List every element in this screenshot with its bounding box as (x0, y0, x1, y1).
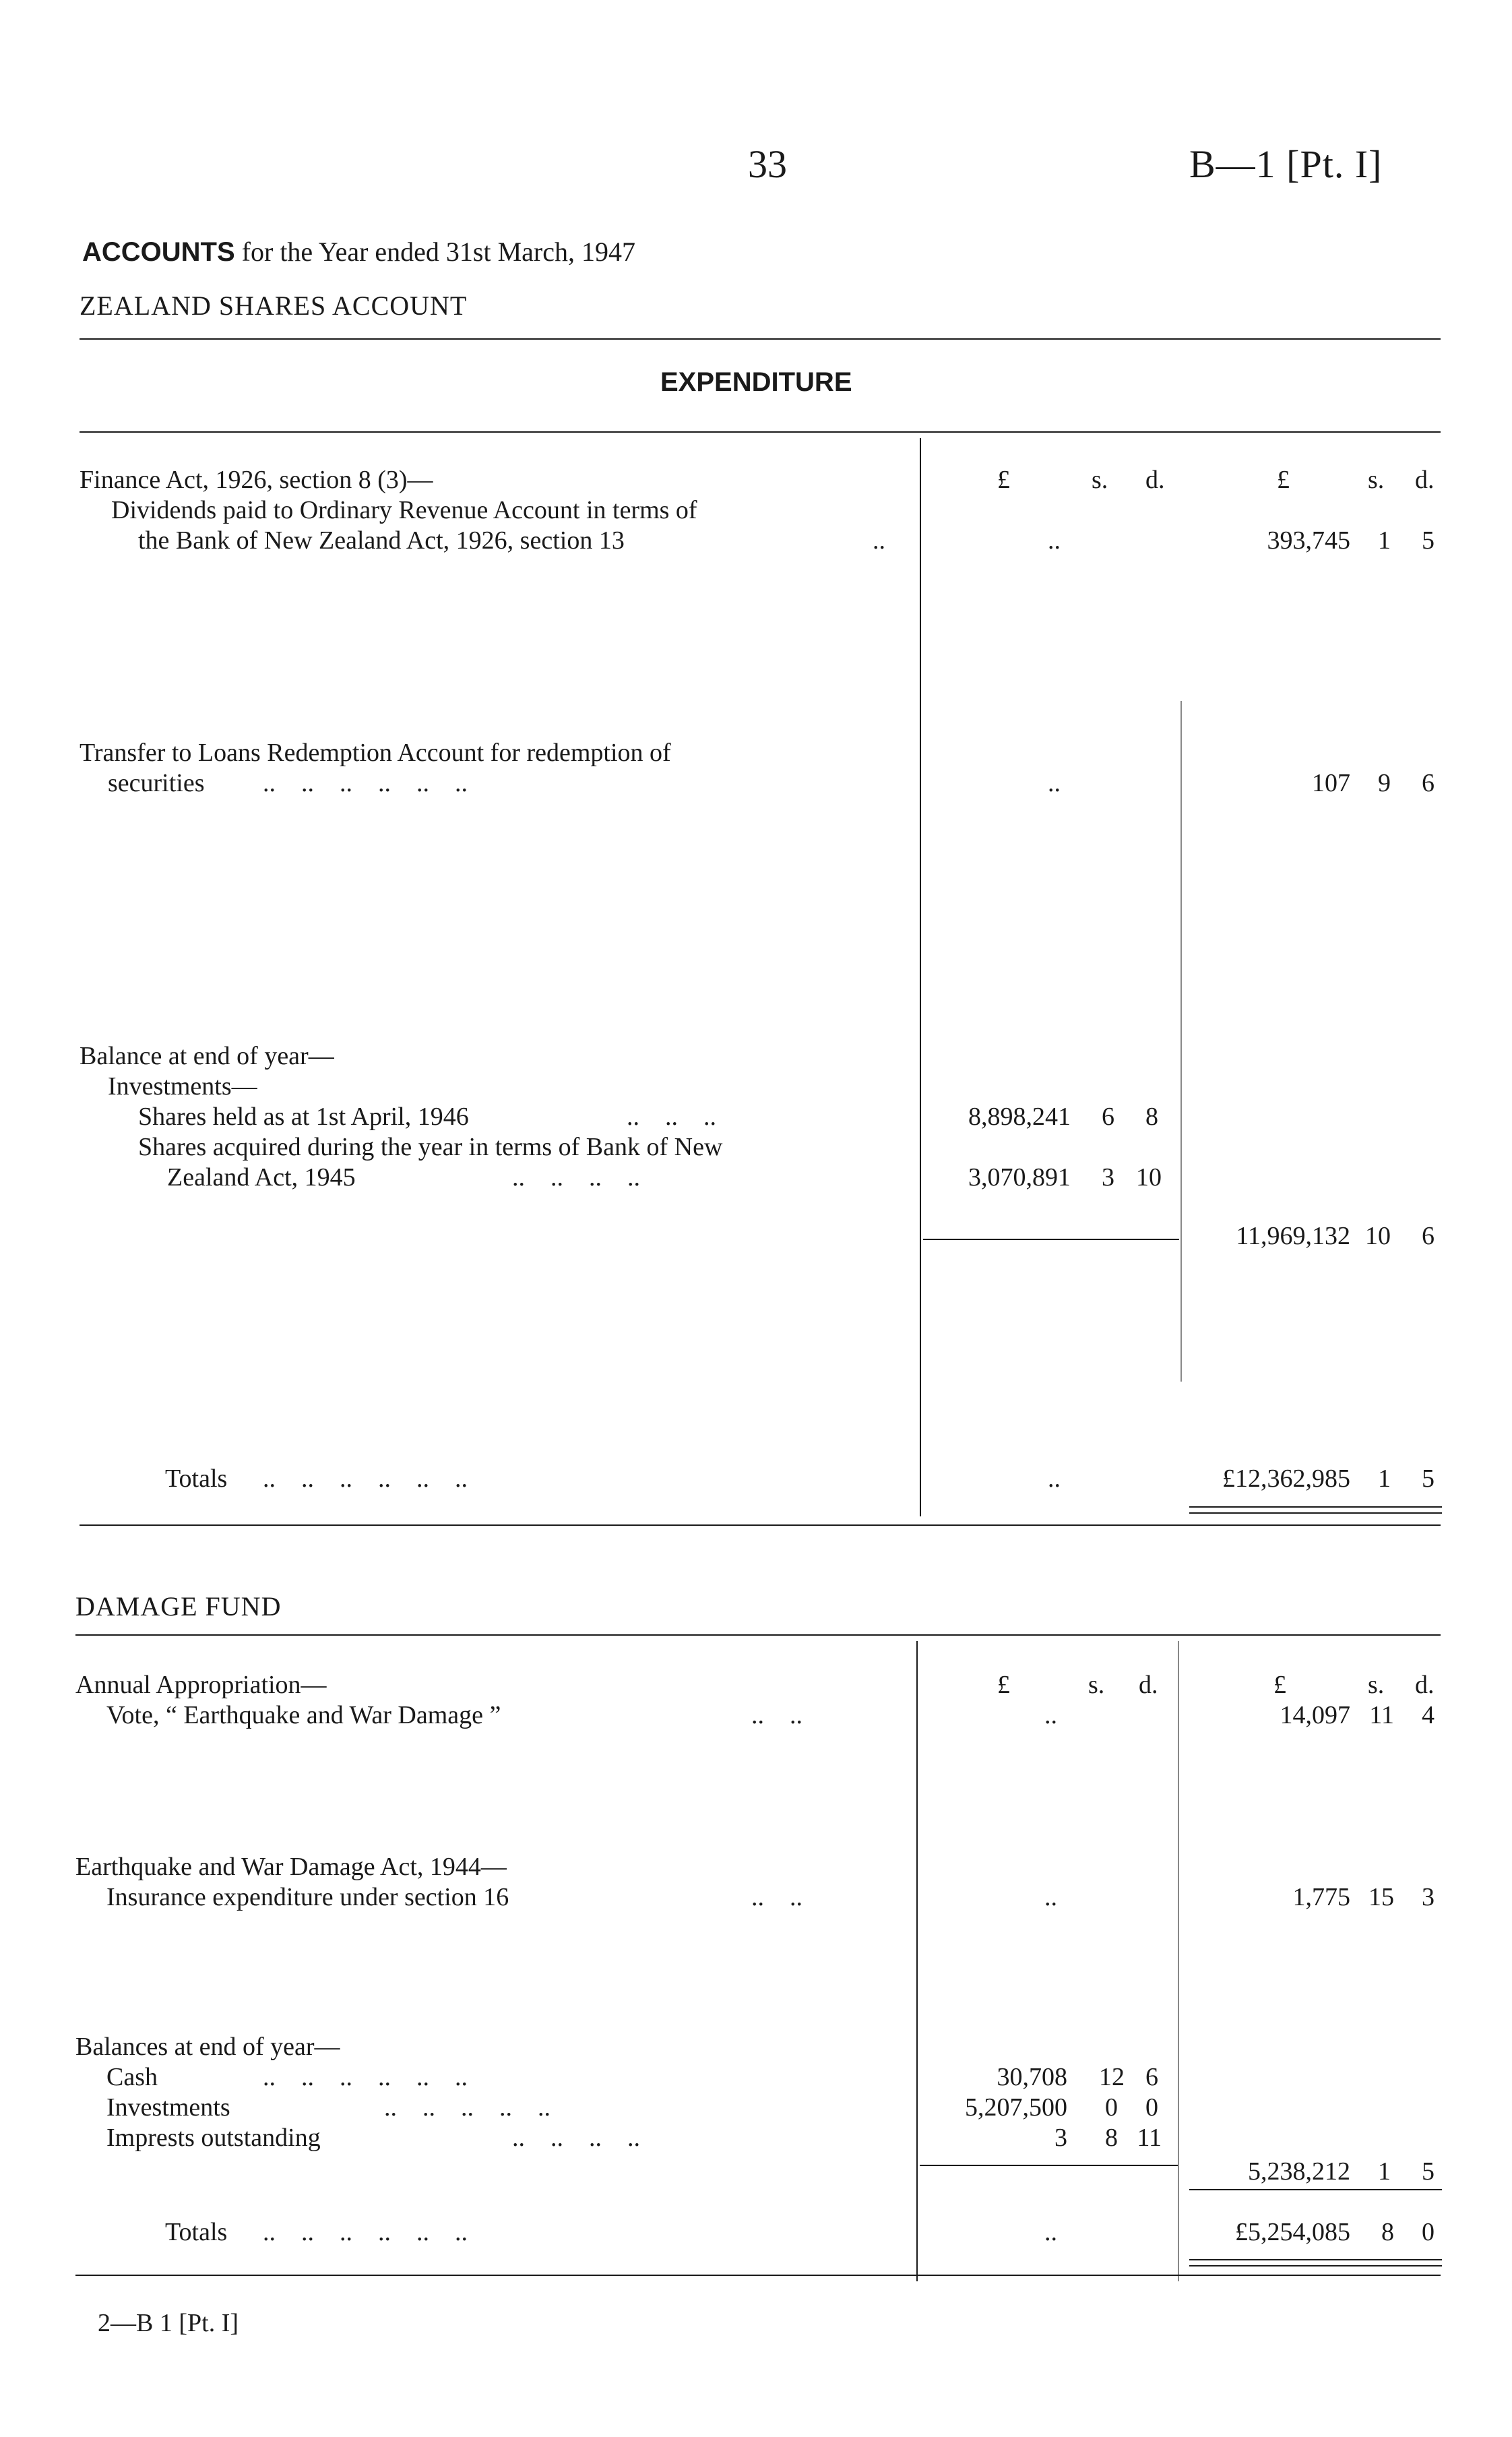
entry-transfer-pounds: 107 (1312, 769, 1350, 797)
df-bottom-rule (75, 2275, 1441, 2276)
shares-bottom-rule (80, 1524, 1441, 1526)
df-entry-eq-act-pence: 3 (1422, 1883, 1435, 1911)
entry-transfer-line2: securities (108, 769, 205, 797)
document-reference: B—1 [Pt. I] (1189, 142, 1383, 186)
entry-balance-sub1-label: Shares held as at 1st April, 1946 (138, 1103, 469, 1131)
df-entry-appropriation-pounds: 14,097 (1280, 1701, 1350, 1729)
damage-col-header-s-outer: s. (1368, 1671, 1385, 1699)
damage-fund-top-rule (75, 1634, 1441, 1636)
df-balances-imprests-dots: .. .. .. .. (512, 2124, 640, 2152)
entry-balance-sub1-pounds: 8,898,241 (968, 1103, 1071, 1131)
signature-reference: 2—B 1 [Pt. I] (98, 2309, 239, 2337)
shares-totals-shillings: 1 (1378, 1464, 1391, 1493)
entry-balance-sub1-pence: 8 (1145, 1103, 1158, 1131)
entry-finance-act-pounds: 393,745 (1267, 526, 1350, 555)
entry-finance-act-shillings: 1 (1378, 526, 1391, 555)
entry-transfer-inner-dots: .. (1048, 769, 1061, 797)
damage-column-separator-right (1178, 1641, 1179, 2281)
df-subtotal-rule (920, 2165, 1178, 2166)
entry-finance-act-inner-dots: .. (1048, 526, 1061, 555)
df-balances-imprests-label: Imprests outstanding (106, 2124, 321, 2152)
col-header-s-outer: s. (1368, 466, 1385, 494)
col-header-pound-outer: £ (1277, 466, 1290, 494)
column-separator-right (1180, 701, 1182, 1382)
entry-finance-act-pence: 5 (1422, 526, 1435, 555)
account-name: ZEALAND SHARES ACCOUNT (80, 290, 468, 321)
df-totals-label: Totals (165, 2218, 228, 2246)
df-totals-shillings: 8 (1381, 2218, 1394, 2246)
page-number: 33 (748, 142, 787, 186)
df-balances-total-pence: 5 (1422, 2157, 1435, 2186)
df-balances-cash-dots: .. .. .. .. .. .. (263, 2063, 468, 2091)
df-totals-pounds: £5,254,085 (1235, 2218, 1350, 2246)
entry-balance-total-pounds: 11,969,132 (1236, 1222, 1350, 1250)
entry-finance-act-dots: .. (873, 526, 885, 555)
shares-totals-inner-dots: .. (1048, 1464, 1061, 1493)
df-totals-double-rule-1 (1189, 2259, 1442, 2260)
df-entry-appropriation-dots: .. .. (751, 1701, 802, 1729)
df-entry-eq-act-line2: Insurance expenditure under section 16 (106, 1883, 509, 1911)
entry-balance-sub2-dots: .. .. .. .. (512, 1163, 640, 1192)
entry-balance-total-shillings: 10 (1365, 1222, 1391, 1250)
damage-fund-title: DAMAGE FUND (75, 1591, 282, 1622)
entry-balance-sub2-label: Shares acquired during the year in terms of Bank of New (138, 1133, 723, 1161)
entry-finance-act-line1: Finance Act, 1926, section 8 (3)— (80, 466, 433, 494)
entry-transfer-line1: Transfer to Loans Redemption Account for redemption of (80, 739, 671, 767)
df-entry-eq-act-pounds: 1,775 (1292, 1883, 1350, 1911)
entry-balance-sub1-shillings: 6 (1102, 1103, 1114, 1131)
entry-transfer-dots: .. .. .. .. .. .. (263, 769, 468, 797)
df-balances-investments-dots: .. .. .. .. .. (384, 2093, 550, 2122)
df-balances-investments-label: Investments (106, 2093, 230, 2122)
df-totals-pence: 0 (1422, 2218, 1435, 2246)
accounts-title (82, 236, 635, 268)
entry-balance-sub1-dots: .. .. .. (627, 1103, 716, 1131)
damage-col-header-s-inner: s. (1088, 1671, 1105, 1699)
shares-totals-double-rule-2 (1189, 1512, 1442, 1514)
df-balances-imprests-pence: 11 (1137, 2124, 1162, 2152)
df-totals-inner-dots: .. (1044, 2218, 1057, 2246)
df-entry-eq-act-line1: Earthquake and War Damage Act, 1944— (75, 1853, 507, 1881)
entry-balance-sub2-pounds: 3,070,891 (968, 1163, 1071, 1192)
df-balances-cash-shillings: 12 (1099, 2063, 1125, 2091)
damage-col-header-pound-inner: £ (997, 1671, 1010, 1699)
column-separator-left (920, 438, 921, 1516)
col-header-pound-inner: £ (997, 466, 1010, 494)
shares-totals-label: Totals (165, 1464, 228, 1493)
shares-totals-double-rule-1 (1189, 1506, 1442, 1508)
df-entry-appropriation-line2: Vote, “ Earthquake and War Damage ” (106, 1701, 501, 1729)
accounts-title-rest: for the Year ended 31st March, 1947 (241, 237, 635, 267)
df-balances-cash-label: Cash (106, 2063, 158, 2091)
shares-totals-dots: .. .. .. .. .. .. (263, 1464, 468, 1493)
df-balances-cash-pounds: 30,708 (997, 2063, 1067, 2091)
col-header-d-inner: d. (1145, 466, 1165, 494)
df-entry-appropriation-inner-dots: .. (1044, 1701, 1057, 1729)
entry-balance-sub2-label2: Zealand Act, 1945 (167, 1163, 356, 1192)
df-balances-investments-pence: 0 (1145, 2093, 1158, 2122)
entry-finance-act-line2: Dividends paid to Ordinary Revenue Account in terms of (111, 496, 697, 524)
entry-balance-total-pence: 6 (1422, 1222, 1435, 1250)
df-total-top-rule (1189, 2189, 1442, 2190)
shares-totals-pence: 5 (1422, 1464, 1435, 1493)
df-entry-balances-line1: Balances at end of year— (75, 2033, 340, 2061)
subtotal-rule (923, 1239, 1179, 1240)
damage-column-separator-left (916, 1641, 918, 2281)
damage-col-header-d-inner: d. (1139, 1671, 1158, 1699)
df-balances-imprests-shillings: 8 (1105, 2124, 1118, 2152)
df-totals-double-rule-2 (1189, 2265, 1442, 2266)
entry-transfer-pence: 6 (1422, 769, 1435, 797)
df-balances-investments-shillings: 0 (1105, 2093, 1118, 2122)
df-balances-cash-pence: 6 (1145, 2063, 1158, 2091)
section-heading-expenditure: EXPENDITURE (660, 367, 852, 397)
df-balances-total-shillings: 1 (1378, 2157, 1391, 2186)
accounts-title-bold: ACCOUNTS (82, 237, 235, 267)
df-entry-eq-act-inner-dots: .. (1044, 1883, 1057, 1911)
entry-finance-act-line3: the Bank of New Zealand Act, 1926, section 13 (138, 526, 625, 555)
df-balances-investments-pounds: 5,207,500 (965, 2093, 1067, 2122)
df-totals-dots: .. .. .. .. .. .. (263, 2218, 468, 2246)
entry-balance-line1: Balance at end of year— (80, 1042, 334, 1070)
entry-balance-line2: Investments— (108, 1072, 257, 1101)
df-entry-eq-act-shillings: 15 (1368, 1883, 1394, 1911)
entry-transfer-shillings: 9 (1378, 769, 1391, 797)
entry-balance-sub2-pence: 10 (1136, 1163, 1162, 1192)
df-entry-appropriation-shillings: 11 (1369, 1701, 1394, 1729)
col-header-d-outer: d. (1415, 466, 1435, 494)
shares-totals-pounds: £12,362,985 (1222, 1464, 1350, 1493)
df-entry-appropriation-line1: Annual Appropriation— (75, 1671, 327, 1699)
col-header-s-inner: s. (1092, 466, 1108, 494)
damage-col-header-pound-outer: £ (1273, 1671, 1286, 1699)
table-top-rule (80, 431, 1441, 433)
df-balances-imprests-pounds: 3 (1054, 2124, 1067, 2152)
df-entry-appropriation-pence: 4 (1422, 1701, 1435, 1729)
df-balances-total-pounds: 5,238,212 (1248, 2157, 1350, 2186)
entry-balance-sub2-shillings: 3 (1102, 1163, 1114, 1192)
top-rule (80, 338, 1441, 340)
df-entry-eq-act-dots: .. .. (751, 1883, 802, 1911)
damage-col-header-d-outer: d. (1415, 1671, 1435, 1699)
